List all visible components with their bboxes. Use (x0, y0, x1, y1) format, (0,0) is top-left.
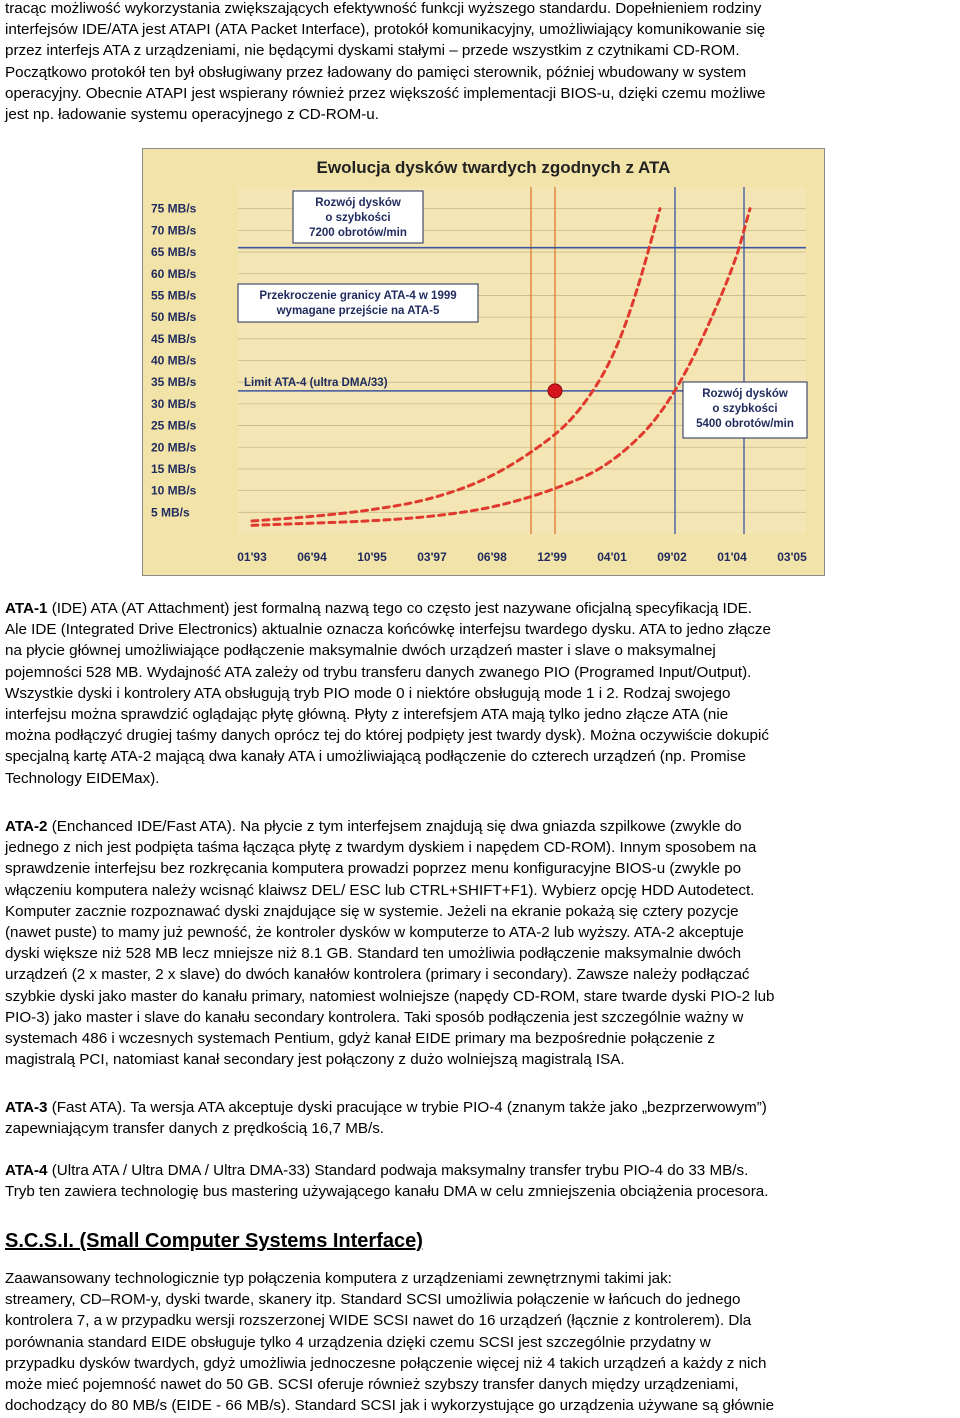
standard-name: ATA-4 (5, 1162, 48, 1179)
text-run: magistralą PCI, natomiast kanał secondary jest połączony z dużo wolniejszą magistralą ISA. (5, 1051, 625, 1069)
text-run: Ale IDE (Integrated Drive Electronics) aktualnie oznacza końcówkę interfejsu twardego dysku. ATA to jedno złącze (5, 621, 771, 639)
y-tick-label: 25 MB/s (151, 418, 197, 433)
paragraph-line (5, 704, 960, 725)
ata-1-paragraph (5, 598, 960, 789)
text-run: włączeniu komputera należy wcisnąć klaiwsz DEL/ ESC lub CTRL+SHIFT+F1). Wybierz opcję HDD Autodetect. (5, 881, 755, 899)
intro-line: operacyjny. Obecnie ATAPI jest wspierany również przez większość implementacji BIOS-u, dzięki czemu możliwe (5, 84, 766, 102)
text-run: Technology EIDEMax). (5, 769, 160, 787)
paragraph-line (5, 964, 960, 985)
y-tick-label: 20 MB/s (151, 440, 197, 455)
paragraph-line (5, 725, 960, 746)
paragraph-line (5, 816, 960, 837)
paragraph-line (5, 746, 960, 767)
paragraph-line (5, 986, 960, 1007)
annotation-text: wymagane przejście na ATA-5 (276, 305, 440, 317)
paragraph-line (5, 858, 960, 879)
text-run: (IDE) ATA (AT Attachment) jest formalną nazwą tego co często jest nazywane oficjalną specyfikacją IDE. (47, 600, 753, 617)
annotation-text: Przekroczenie granicy ATA-4 w 1999 (259, 290, 457, 302)
text-run: można podłączyć drugiej taśmy danych oprócz tej do której podpięty jest twardy dysk). Można oczywiście dokupić (5, 727, 769, 745)
standard-name: ATA-3 (5, 1099, 48, 1116)
scsi-line: może mieć pojemność nawet do 50 GB. SCSI oferuje również szybszy transfer danych między urządzeniami, (5, 1375, 739, 1393)
ata-3-paragraph (5, 1097, 960, 1139)
text-run: pojemności 528 MB. Wydajność ATA zależy od trybu transferu danych zwanego PIO (Programed Input/Output). (5, 663, 752, 681)
x-tick-label: 12'99 (537, 550, 567, 564)
ata-evolution-chart (142, 148, 825, 576)
annotation-text: o szybkości (712, 403, 778, 415)
y-tick-label: 5 MB/s (151, 505, 190, 520)
annotation-text: 7200 obrotów/min (309, 227, 407, 239)
text-run: jednego z nich jest podpięta taśma łącząca płytę z twardym dyskiem i napędem CD-ROM). Innym sposobem na (5, 839, 757, 857)
x-tick-label: 03'97 (417, 550, 447, 564)
text-run: sprawdzenie interfejsu bez rozkręcania komputera prowadzi poprzez menu konfiguracyjne BIOS-u (zwykle po (5, 860, 742, 878)
y-tick-label: 50 MB/s (151, 310, 197, 325)
scsi-line: Zaawansowany technologicznie typ połączenia komputera z urządzeniami zewnętrznymi takimi jak: (5, 1270, 672, 1287)
y-tick-label: 65 MB/s (151, 245, 197, 260)
text-run: PIO-3) jako master i slave do kanału secondary kontrolera. Taki sposób podłączenia jest szczególnie ważny w (5, 1008, 744, 1026)
paragraph-line (5, 1028, 960, 1049)
standard-name: ATA-1 (5, 600, 48, 617)
scsi-paragraph (5, 1268, 960, 1416)
intro-line: jest np. ładowanie systemu operacyjnego z CD-ROM-u. (5, 105, 379, 123)
intro-line: interfejsów IDE/ATA jest ATAPI (ATA Packet Interface), protokół komunikacyjny, umożliwiający komunikowanie się (5, 21, 766, 39)
y-tick-label: 45 MB/s (151, 331, 197, 346)
chart-title: Ewolucja dysków twardych zgodnych z ATA (316, 158, 671, 177)
text-run: Komputer zacznie rozpoznawać dyski znajdujące się w systemie. Jeżeli na ekranie pokażą się cztery pozycje (5, 902, 739, 920)
y-tick-label: 15 MB/s (151, 461, 197, 476)
annotation-text: o szybkości (325, 212, 391, 224)
limit-line-label: Limit ATA-4 (ultra DMA/33) (244, 376, 388, 389)
intro-line: Początkowo protokół ten był obsługiwany przez ładowany do pamięci sterownik, później wbudowany w system (5, 63, 747, 81)
paragraph-line (5, 837, 960, 858)
x-tick-label: 03'05 (777, 550, 807, 564)
y-tick-label: 10 MB/s (151, 483, 197, 498)
x-tick-label: 01'93 (237, 550, 267, 564)
annotation-text: 5400 obrotów/min (696, 418, 794, 430)
y-tick-label: 35 MB/s (151, 375, 197, 390)
text-run: systemach 486 i wczesnych systemach Pentium, gdyż kanał EIDE primary ma bezpośrednie połączenie z (5, 1029, 715, 1047)
standard-name: ATA-2 (5, 818, 48, 835)
text-run: interfejsu można sprawdzić oglądając płytę główną. Płyty z interefsjem ATA mają tylko jedno złącze ATA (nie (5, 705, 729, 723)
paragraph-line (5, 1007, 960, 1028)
scsi-line: porównania standard EIDE obsługuje tylko 4 urządzenia dzięki czemu SCSI jest szczególnie przydatny w (5, 1333, 711, 1351)
paragraph-line (5, 1097, 960, 1118)
y-tick-label: 75 MB/s (151, 201, 197, 216)
text-run: szybkie dyski jako master do kanału primary, natomiest wolniejsze (napędy CD-ROM, stare twarde dyski PIO-2 lub (5, 987, 775, 1005)
annotation-text: Rozwój dysków (702, 388, 788, 400)
text-run: dyski większe niż 528 MB lecz mniejsze niż 8.1 GB. Standard ten umożliwia podłączenie maksymalnie dwóch (5, 945, 742, 963)
chart-canvas (143, 149, 824, 575)
intro-line: przez interfejs ATA z urządzeniami, nie będącymi dyskami stałymi – przede wszystkim z czytnikami CD-ROM. (5, 42, 740, 60)
paragraph-line (5, 1118, 960, 1139)
annotation-text: Rozwój dysków (315, 197, 401, 209)
y-tick-label: 60 MB/s (151, 266, 197, 281)
y-tick-label: 30 MB/s (151, 396, 197, 411)
text-run: na płycie głównej umożliwiające podłączenie maksymalnie dwóch urządzeń master i slave o maksymalnej (5, 642, 716, 660)
x-tick-label: 06'94 (297, 550, 327, 564)
x-tick-label: 04'01 (597, 550, 627, 564)
text-run: (Enchanced IDE/Fast ATA). Na płycie z tym interfejsem znajdują się dwa gniazda szpilkowe (zwykle do (47, 818, 742, 835)
paragraph-line (5, 1160, 960, 1181)
paragraph-line (5, 922, 960, 943)
text-run: specjalną kartę ATA-2 mającą dwa kanały ATA i umożliwiającą podłączenie do czterech urządzeń (np. Promise (5, 748, 746, 766)
y-tick-label: 55 MB/s (151, 288, 197, 303)
x-tick-label: 10'95 (357, 550, 387, 564)
ata-4-paragraph (5, 1160, 960, 1202)
paragraph-line (5, 598, 960, 619)
paragraph-line (5, 880, 960, 901)
paragraph-line (5, 943, 960, 964)
paragraph-line (5, 1181, 960, 1202)
ata-2-paragraph (5, 816, 960, 1070)
intro-line: tracąc możliwość wykorzystania zwiększających efektywność funkcji wyższego standardu. Dopełnieniem rodziny (5, 0, 762, 17)
y-tick-label: 40 MB/s (151, 353, 197, 368)
scsi-line: przypadku dysków twardych, gdyż umożliwia jednoczesne połączenie więcej niż 4 takich urządzeń a każdy z nich (5, 1354, 767, 1372)
text-run: Wszystkie dyski i kontrolery ATA obsługują tryb PIO mode 0 i niektóre obsługują mode 1 i 2. Rodzaj swojego (5, 684, 731, 702)
paragraph-line (5, 640, 960, 661)
paragraph-line (5, 619, 960, 640)
intro-paragraph (5, 0, 960, 125)
text-run: (Fast ATA). Ta wersja ATA akceptuje dyski pracujące w trybie PIO-4 (znanym także jako „bezprzerwowym”) (47, 1099, 767, 1116)
paragraph-line (5, 901, 960, 922)
scsi-line: kontrolera 7, a w przypadku wersji rozszerzonej WIDE SCSI nawet do 16 urządzeń (łącznie z kontrolerem). Dla (5, 1312, 752, 1330)
x-tick-label: 09'02 (657, 550, 687, 564)
x-tick-label: 06'98 (477, 550, 507, 564)
y-tick-label: 70 MB/s (151, 223, 197, 238)
threshold-marker (548, 384, 562, 398)
scsi-line: streamery, CD–ROM-y, dyski twarde, skanery itp. Standard SCSI umożliwia połączenie w łańcuch do jednego (5, 1291, 741, 1309)
text-run: urządzeń (2 x master, 2 x slave) do dwóch kanałów kontrolera (primary i secondary). Zawsze należy podłączać (5, 966, 750, 984)
scsi-line: dochodzący do 80 MB/s (EIDE - 66 MB/s). Standard SCSI jak i wykorzystujące go urządzenia używane są głównie (5, 1397, 775, 1415)
paragraph-line (5, 1049, 960, 1070)
paragraph-line (5, 662, 960, 683)
paragraph-line (5, 683, 960, 704)
text-run: (Ultra ATA / Ultra DMA / Ultra DMA-33) Standard podwaja maksymalny transfer trybu PIO-4 do 33 MB/s. (47, 1162, 749, 1179)
text-run: (nawet puste) to mamy już pewność, że kontroler dysków w komputerze to ATA-2 lub wyższy. ATA-2 akceptuje (5, 923, 744, 941)
scsi-heading: S.C.S.I. (Small Computer Systems Interface) (5, 1230, 423, 1252)
paragraph-line (5, 768, 960, 789)
text-run: Tryb ten zawiera technologię bus mastering używającego kanału DMA w celu zmniejszenia obciążenia procesora. (5, 1183, 769, 1201)
text-run: zapewniającym transfer danych z prędkością 16,7 MB/s. (5, 1120, 385, 1138)
x-tick-label: 01'04 (717, 550, 747, 564)
